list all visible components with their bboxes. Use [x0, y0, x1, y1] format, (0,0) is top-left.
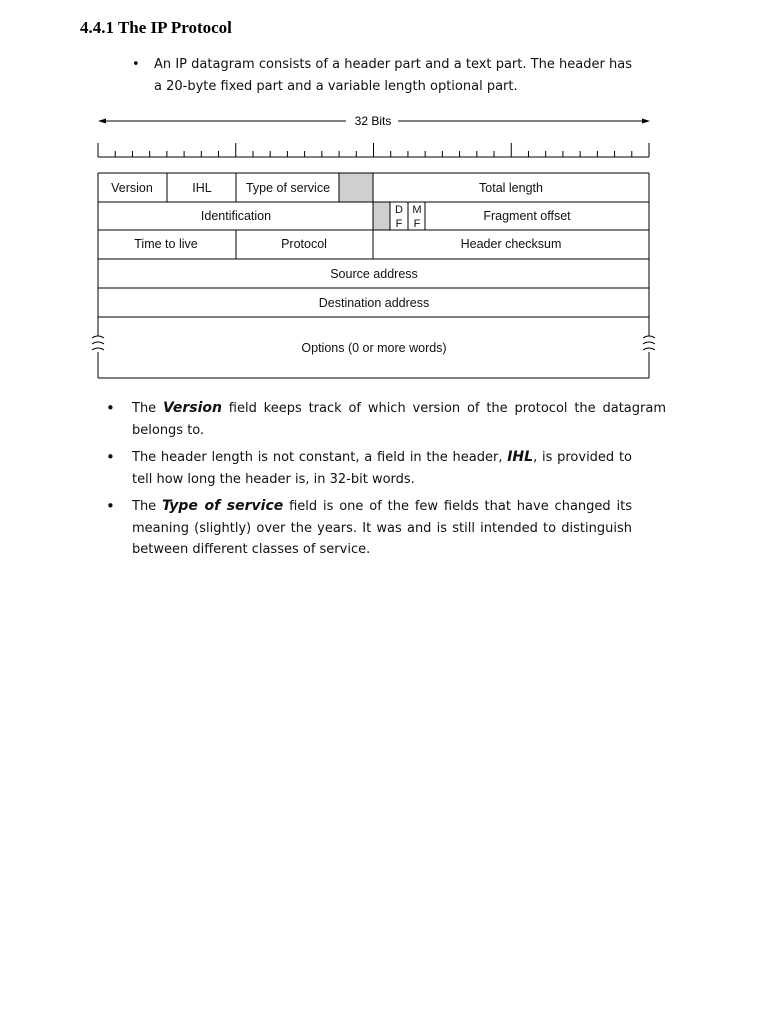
- field-total-length: Total length: [479, 181, 543, 195]
- bullet-marker: •: [106, 497, 115, 515]
- tos-unused-shade: [339, 173, 373, 202]
- bullet-text-post: , is provided to tell how long the header is, in 32-bit words.: [132, 450, 632, 487]
- ip-header-diagram: [86, 106, 666, 386]
- field-description-list: [106, 398, 666, 567]
- intro-text: An IP datagram consists of a header part and a text part. The header has a 20-byte fixed part and a variable length optional part.: [154, 57, 632, 94]
- reserved-bit-shade: [373, 202, 390, 230]
- bullet-text-pre: The: [132, 401, 164, 416]
- field-version: Version: [111, 181, 153, 195]
- field-protocol: Protocol: [281, 237, 327, 251]
- bullet-text-post: field keeps track of which version of the protocol the datagram belongs to.: [132, 401, 666, 438]
- bullet-term: Version: [163, 400, 222, 416]
- section-heading: 4.4.1 The IP Protocol: [80, 18, 232, 37]
- bullet-version: [106, 398, 666, 441]
- bullet-term: IHL: [507, 449, 534, 465]
- field-ihl: IHL: [192, 181, 212, 195]
- field-fragment-offset: Fragment offset: [483, 209, 571, 223]
- field-identification: Identification: [200, 209, 272, 223]
- bullet-text-pre: The: [132, 499, 163, 514]
- bullet-marker: •: [106, 399, 115, 417]
- field-header-checksum: Header checksum: [460, 237, 562, 251]
- field-options: Options (0 or more words): [301, 341, 447, 355]
- bits-label: 32 Bits: [354, 114, 392, 128]
- field-mf-bottom: F: [413, 218, 421, 230]
- bullet-ihl: [106, 447, 666, 490]
- field-type-of-service: Type of service: [245, 181, 331, 195]
- bullet-text-pre: The header length is not constant, a field in the header,: [132, 450, 508, 465]
- field-mf-top: M: [412, 204, 422, 216]
- field-source-address: Source address: [330, 267, 418, 281]
- intro-bullet: [132, 54, 632, 98]
- field-time-to-live: Time to live: [134, 237, 198, 251]
- bullet-term: Type of service: [162, 498, 284, 514]
- field-df-top: D: [395, 204, 403, 216]
- bullet-text-post: field is one of the few fields that have changed its meaning (slightly) over the years. It was and is still intended to distinguish between different classes of service.: [132, 499, 632, 557]
- bullet-marker: •: [106, 448, 115, 466]
- bullet-marker: •: [132, 57, 140, 72]
- field-df-bottom: F: [395, 218, 403, 230]
- field-destination-address: Destination address: [318, 296, 430, 310]
- bullet-type-of-service: [106, 496, 666, 561]
- bit-ruler: [98, 143, 649, 157]
